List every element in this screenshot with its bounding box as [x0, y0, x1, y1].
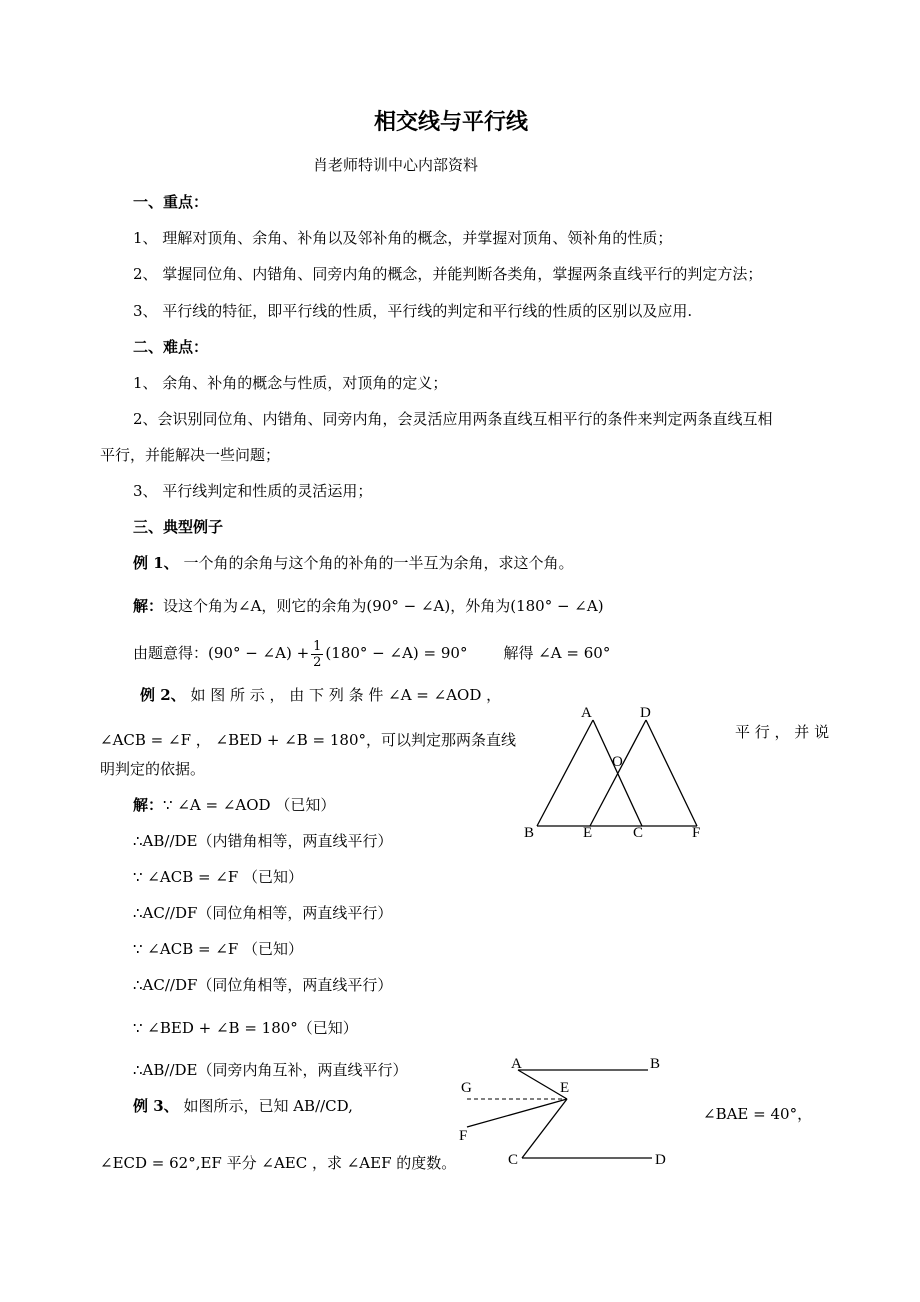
example-1-equation	[133, 638, 610, 670]
section-heading-difficulties: 二、难点：	[133, 338, 209, 356]
example-3-line1	[133, 1096, 353, 1116]
example-2-line1	[140, 685, 501, 705]
example-1-solution-label: 解：	[133, 597, 164, 615]
equation-prefix: 由题意得：(90° − ∠A) +	[133, 644, 310, 662]
example-2-text-line1: 如 图 所 示 ， 由 下 列 条 件 ∠A = ∠AOD ，	[185, 686, 502, 704]
example-2-solution-step-2: ∴AB//DE（内错角相等，两直线平行）	[133, 832, 393, 850]
example-2-solution-step-4: ∴AC//DF（同位角相等，两直线平行）	[133, 904, 393, 922]
label-c: C	[633, 825, 644, 841]
example-3-text-line1: 如图所示，已知 AB//CD,	[178, 1097, 353, 1115]
example-3-line1-right: ∠BAE = 40°，	[703, 1105, 813, 1123]
example-2-line2: ∠ACB = ∠F ， ∠BED + ∠B = 180°，可以判定那两条直线	[100, 731, 517, 749]
segment-ec	[522, 1099, 567, 1158]
example-3-label: 例 3、	[133, 1097, 179, 1115]
key-point-3: 3、 平行线的特征，即平行线的性质，平行线的判定和平行线的性质的区别以及应用.	[133, 302, 693, 320]
example-1-text: 一个角的余角与这个角的补角的一半互为余角，求这个角。	[178, 554, 574, 572]
example-2-line2-right: 平 行 ， 并 说	[735, 723, 830, 741]
label-c: C	[508, 1152, 519, 1168]
label-d: D	[640, 705, 651, 721]
example-2-line3: 明判定的依据。	[100, 760, 206, 778]
equation-suffix: (180° − ∠A) = 90°	[325, 644, 468, 662]
page-title: 相交线与平行线	[374, 109, 529, 135]
label-b: B	[650, 1056, 661, 1072]
difficulty-2-line1: 2、会识别同位角、内错角、同旁内角，会灵活应用两条直线互相平行的条件来判定两条直线互相	[133, 410, 773, 428]
difficulty-2-line2: 平行，并能解决一些问题；	[100, 446, 281, 464]
difficulty-1: 1、 余角、补角的概念与性质，对顶角的定义；	[133, 374, 448, 392]
example-2-solution-step-1	[133, 795, 335, 815]
example-2-label: 例 2、	[140, 686, 186, 704]
segment-ed	[590, 720, 646, 826]
label-g: G	[461, 1080, 472, 1096]
equation-result: 解得 ∠A = 60°	[503, 644, 611, 662]
example-2-solution-step-8: ∴AB//DE（同旁内角互补，两直线平行）	[133, 1061, 408, 1079]
figure-triangles	[515, 695, 715, 845]
difficulty-3: 3、 平行线判定和性质的灵活运用；	[133, 482, 373, 500]
label-f: F	[692, 825, 701, 841]
label-d: D	[655, 1152, 666, 1168]
solution-step-text: ∵ ∠A = ∠AOD （已知）	[163, 796, 336, 814]
label-o: O	[612, 754, 623, 770]
example-2-solution-step-6: ∴AC//DF（同位角相等，两直线平行）	[133, 976, 393, 994]
subtitle: 肖老师特训中心内部资料	[313, 156, 479, 174]
figure-parallel-lines	[455, 1050, 680, 1175]
example-2-solution-step-5: ∵ ∠ACB = ∠F （已知）	[133, 940, 304, 958]
segment-df	[646, 720, 697, 826]
label-b: B	[524, 825, 535, 841]
example-3-line2: ∠ECD = 62°,EF 平分 ∠AEC ，求 ∠AEF 的度数。	[100, 1154, 457, 1172]
key-point-1: 1、 理解对顶角、余角、补角以及邻补角的概念，并掌握对顶角、领补角的性质；	[133, 229, 673, 247]
fraction-numerator: 1	[313, 638, 322, 654]
label-e: E	[560, 1080, 570, 1096]
key-point-2: 2、 掌握同位角、内错角、同旁内角的概念，并能判断各类角，掌握两条直线平行的判定方法；	[133, 265, 763, 283]
segment-ba	[537, 720, 593, 826]
example-2-solution-step-7: ∵ ∠BED + ∠B = 180°（已知）	[133, 1019, 358, 1037]
example-1-solution	[133, 596, 604, 616]
label-f: F	[459, 1128, 468, 1144]
section-heading-examples: 三、典型例子	[133, 518, 224, 536]
example-2-solution-label: 解：	[133, 796, 164, 814]
label-a: A	[511, 1056, 522, 1072]
example-1	[133, 553, 573, 573]
example-1-label: 例 1、	[133, 554, 179, 572]
fraction-denominator: 2	[313, 654, 322, 670]
fraction-one-half	[311, 639, 323, 670]
example-2-solution-step-3: ∵ ∠ACB = ∠F （已知）	[133, 868, 304, 886]
label-e: E	[583, 825, 593, 841]
section-heading-key-points: 一、重点：	[133, 193, 209, 211]
segment-ef	[467, 1099, 567, 1127]
label-a: A	[581, 705, 592, 721]
example-1-solution-text: 设这个角为∠A，则它的余角为(90° − ∠A)，外角为(180° − ∠A)	[163, 597, 604, 615]
